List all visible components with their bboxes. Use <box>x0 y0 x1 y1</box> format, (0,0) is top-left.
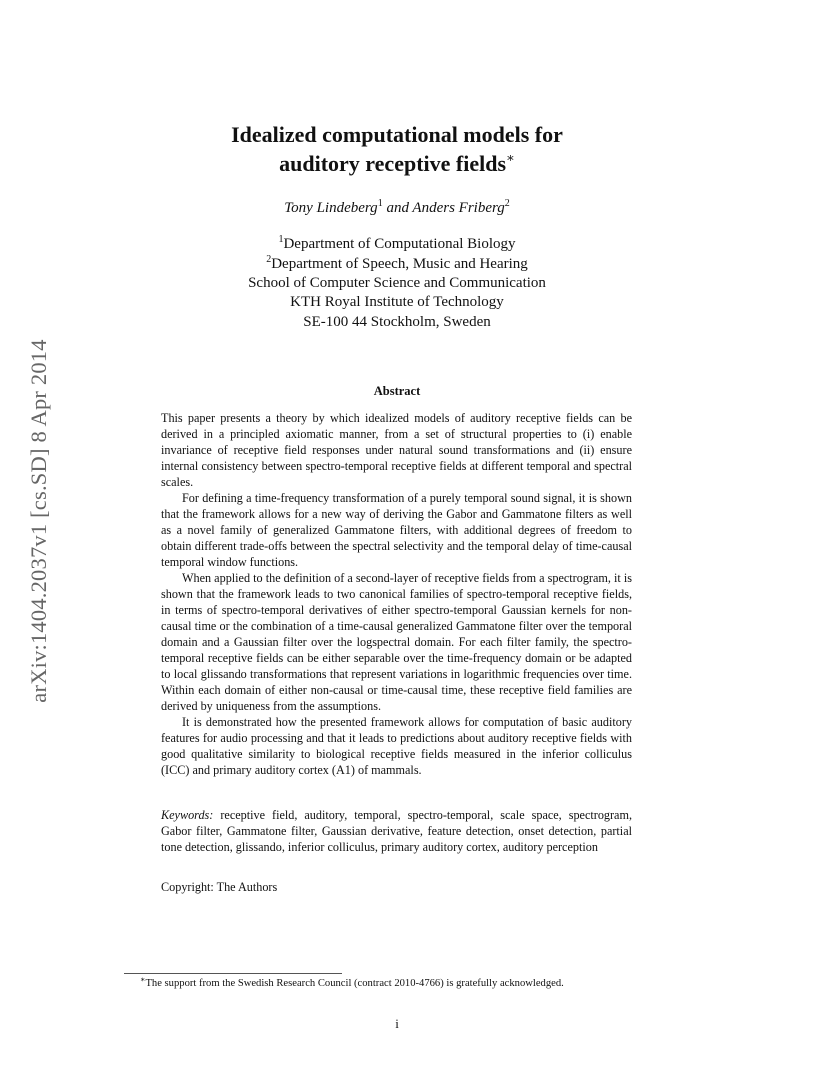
dept-1-mark: 1 <box>278 234 284 245</box>
arxiv-identifier: arXiv:1404.2037v1 [cs.SD] 8 Apr 2014 <box>26 339 51 703</box>
arxiv-side-stamp <box>18 297 60 745</box>
author-2: Anders Friberg <box>412 200 505 216</box>
footnote <box>140 977 700 991</box>
affiliation-address: SE-100 44 Stockholm, Sweden <box>303 314 491 330</box>
keywords-list: receptive field, auditory, temporal, spectro-temporal, scale space, spectrogram, Gabor filter, Gammatone filter, Gaussian derivative, feature detection, onset detection, partial tone detection, glissando, inferior colliculus, primary auditory cortex, auditory perception <box>161 808 632 854</box>
affiliation-school: School of Computer Science and Communication <box>248 275 546 291</box>
title-footnote-mark: ∗ <box>506 150 515 165</box>
authors-line <box>160 198 634 218</box>
keywords-block <box>161 807 632 855</box>
affiliation-dept-2 <box>160 255 634 274</box>
abstract-body <box>161 410 632 778</box>
abstract-paragraph-1: This paper presents a theory by which idealized models of auditory receptive fields can be derived in a principled axiomatic manner, from a set of structural properties to (i) enable invariance of receptive field responses under natural sound transformations and (ii) ensure internal consistency between spectro-temporal receptive fields at different temporal and spectral scales. <box>161 411 632 489</box>
affiliation-dept-1 <box>160 235 634 254</box>
footnote-mark: ∗ <box>140 975 146 984</box>
footnote-text: The support from the Swedish Research Council (contract 2010-4766) is gratefully acknowledged. <box>145 978 564 989</box>
title-text-2: auditory receptive fields <box>279 151 507 176</box>
page-number: i <box>395 1016 399 1031</box>
abstract-heading: Abstract <box>373 384 421 398</box>
author-2-affil-mark: 2 <box>504 198 510 209</box>
paper-title-line-1 <box>160 121 634 149</box>
keywords-label: Keywords: <box>161 808 214 822</box>
affiliation-institute: KTH Royal Institute of Technology <box>290 294 504 310</box>
author-conjunction: and <box>382 200 413 216</box>
abstract-paragraph-4: It is demonstrated how the presented framework allows for computation of basic auditory features for audio processing and that it leads to predictions about auditory receptive fields with good qualitative similarity to biological receptive fields measured in the inferior colliculus (ICC) and primary auditory cortex (A1) of mammals. <box>161 715 632 777</box>
author-1-affil-mark: 1 <box>377 198 383 209</box>
author-1: Tony Lindeberg <box>284 200 378 216</box>
dept-1-name: Department of Computational Biology <box>283 236 516 252</box>
abstract-paragraph-3: When applied to the definition of a second-layer of receptive fields from a spectrogram, it is shown that the framework leads to two canonical families of spectro-temporal receptive fields, in terms of spectro-temporal derivatives of either spectro-temporal Gaussian kernels for non-causal time or the combination of a time-causal generalized Gammatone filter over the temporal domain and a Gaussian filter over the logspectral domain. For each filter family, the spectro-temporal receptive fields can be either separable over the time-frequency domain or be adapted to local glissando transformations that represent variations in logarithmic frequencies over time. Within each domain of either non-causal or time-causal time, these receptive field families are derived by uniqueness from the assumptions. <box>161 571 632 713</box>
copyright-notice: Copyright: The Authors <box>161 880 278 894</box>
title-text-1: Idealized computational models for <box>231 122 563 147</box>
abstract-paragraph-2: For defining a time-frequency transformation of a purely temporal sound signal, it is shown that the framework allows for a new way of deriving the Gabor and Gammatone filters as well as a novel family of generalized Gammatone filters, with additional degrees of freedom to obtain different trade-offs between the spectral selectivity and the temporal delay of time-causal temporal window functions. <box>161 491 632 569</box>
dept-2-mark: 2 <box>266 254 272 265</box>
footnote-divider <box>124 973 342 974</box>
paper-title-line-2 <box>160 150 634 178</box>
dept-2-name: Department of Speech, Music and Hearing <box>271 256 528 272</box>
